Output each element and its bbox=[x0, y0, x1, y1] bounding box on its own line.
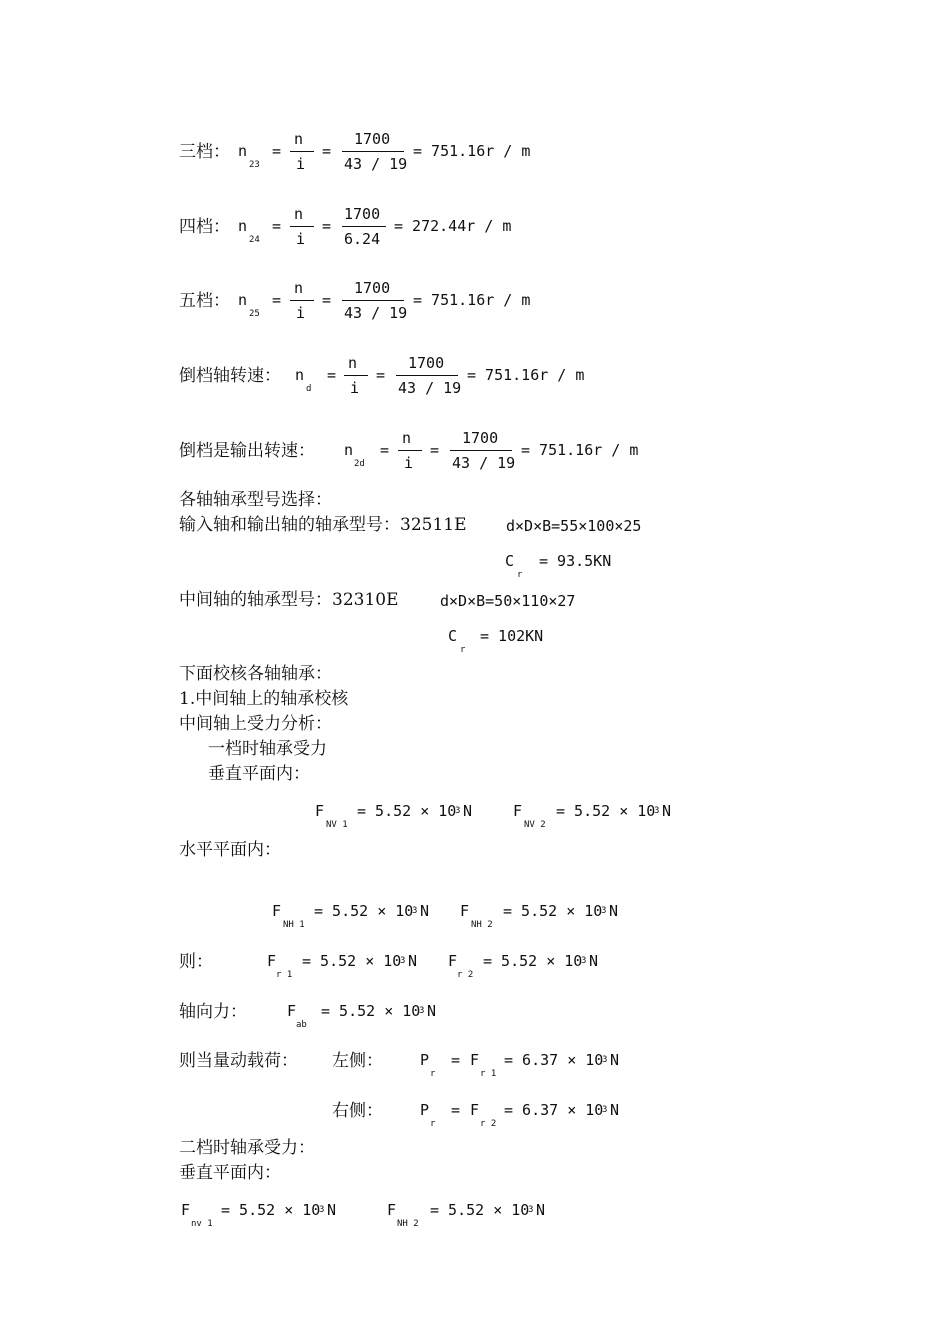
force-exponent: 3 bbox=[400, 956, 406, 966]
force-subscript: NH 2 bbox=[397, 1219, 419, 1229]
force-unit: N bbox=[420, 902, 430, 920]
force-symbol: F bbox=[387, 1201, 397, 1219]
force-value: = 5.52 × 10 bbox=[556, 802, 656, 820]
fraction-bar bbox=[342, 300, 404, 301]
force-analysis-heading: 中间轴上受力分析： bbox=[179, 714, 332, 734]
gear2-heading: 二档时轴承受力： bbox=[179, 1138, 315, 1158]
fraction-numerator: n bbox=[348, 354, 358, 372]
force-unit: N bbox=[536, 1201, 546, 1219]
speed-label: 五档： bbox=[179, 291, 230, 311]
fraction-denominator: i bbox=[296, 230, 306, 248]
bearing-middle-dimensions: d×D×B=50×110×27 bbox=[440, 592, 576, 610]
force-value: = 5.52 × 10 bbox=[314, 902, 414, 920]
force-unit: N bbox=[463, 802, 473, 820]
force-symbol: F bbox=[267, 952, 277, 970]
equals-sign: = bbox=[430, 441, 440, 459]
force-unit: N bbox=[609, 902, 619, 920]
force-value: = 5.52 × 10 bbox=[503, 902, 603, 920]
load-unit: N bbox=[610, 1101, 620, 1119]
speed-result: = 751.16r / m bbox=[413, 142, 531, 160]
force-exponent: 3 bbox=[419, 1006, 425, 1016]
right-side-label: 右侧： bbox=[332, 1101, 383, 1121]
value-denominator: 43 / 19 bbox=[344, 304, 408, 322]
value-numerator: 1700 bbox=[354, 279, 391, 297]
speed-subscript: 24 bbox=[249, 235, 260, 245]
force-value: = 5.52 × 10 bbox=[321, 1002, 421, 1020]
force-value: = 5.52 × 10 bbox=[483, 952, 583, 970]
cr-symbol: C bbox=[505, 552, 515, 570]
speed-symbol: n bbox=[238, 142, 248, 160]
force-unit: N bbox=[589, 952, 599, 970]
equals-sign: = bbox=[272, 291, 282, 309]
force-value: = 5.52 × 10 bbox=[221, 1201, 321, 1219]
check-title: 下面校核各轴轴承： bbox=[179, 664, 332, 684]
force-subscript: NH 2 bbox=[471, 920, 493, 930]
value-denominator: 43 / 19 bbox=[398, 379, 462, 397]
value-denominator: 43 / 19 bbox=[344, 155, 408, 173]
cr-value: = 102KN bbox=[480, 627, 544, 645]
equals-sign: = bbox=[380, 441, 390, 459]
value-numerator: 1700 bbox=[354, 130, 391, 148]
cr-subscript: r bbox=[460, 645, 466, 655]
bearing-input-output: 输入轴和输出轴的轴承型号：32511E bbox=[179, 515, 467, 535]
value-denominator: 43 / 19 bbox=[452, 454, 516, 472]
fraction-numerator: n bbox=[294, 130, 304, 148]
cr-symbol: C bbox=[448, 627, 458, 645]
fraction-bar bbox=[396, 375, 458, 376]
fraction-bar bbox=[290, 300, 314, 301]
load-exponent: 3 bbox=[602, 1055, 608, 1065]
speed-result: = 751.16r / m bbox=[521, 441, 639, 459]
bearing-input-dimensions: d×D×B=55×100×25 bbox=[506, 517, 642, 535]
speed-symbol: n bbox=[344, 441, 354, 459]
speed-label: 四档： bbox=[179, 217, 230, 237]
fraction-bar bbox=[342, 226, 386, 227]
equals-sign: = bbox=[322, 291, 332, 309]
fraction-bar bbox=[398, 450, 422, 451]
bearing-title: 各轴轴承型号选择： bbox=[179, 490, 332, 510]
speed-symbol: n bbox=[238, 291, 248, 309]
speed-result: = 751.16r / m bbox=[413, 291, 531, 309]
load-unit: N bbox=[610, 1051, 620, 1069]
fraction-numerator: n bbox=[294, 279, 304, 297]
fraction-bar bbox=[342, 151, 404, 152]
force-symbol: F bbox=[448, 952, 458, 970]
speed-label: 三档： bbox=[179, 142, 230, 162]
force-symbol: F bbox=[315, 802, 325, 820]
force-symbol: F bbox=[287, 1002, 297, 1020]
speed-label: 倒档轴转速： bbox=[179, 366, 281, 386]
value-numerator: 1700 bbox=[462, 429, 499, 447]
fraction-numerator: n bbox=[402, 429, 412, 447]
value-numerator: 1700 bbox=[344, 205, 381, 223]
equals-sign: = bbox=[322, 217, 332, 235]
fraction-numerator: n bbox=[294, 205, 304, 223]
force-unit: N bbox=[662, 802, 672, 820]
speed-label: 倒档是输出转速： bbox=[179, 441, 315, 461]
cr-value: = 93.5KN bbox=[539, 552, 612, 570]
fraction-denominator: i bbox=[296, 155, 306, 173]
force-subscript: NV 2 bbox=[524, 820, 546, 830]
force-symbol: F bbox=[272, 902, 282, 920]
force-unit: N bbox=[427, 1002, 437, 1020]
value-numerator: 1700 bbox=[408, 354, 445, 372]
speed-result: = 751.16r / m bbox=[467, 366, 585, 384]
speed-symbol: n bbox=[238, 217, 248, 235]
load-value: = 6.37 × 10 bbox=[504, 1051, 604, 1069]
bearing-middle: 中间轴的轴承型号：32310E bbox=[179, 590, 399, 610]
fraction-bar bbox=[290, 151, 314, 152]
force-symbol: F bbox=[460, 902, 470, 920]
fraction-denominator: i bbox=[404, 454, 414, 472]
equivalent-load-label: 则当量动载荷： bbox=[179, 1051, 298, 1071]
force-unit: N bbox=[327, 1201, 337, 1219]
force-exponent: 3 bbox=[412, 906, 418, 916]
load-value: = 6.37 × 10 bbox=[504, 1101, 604, 1119]
speed-subscript: 25 bbox=[249, 309, 260, 319]
force-exponent: 3 bbox=[654, 806, 660, 816]
force-value: = 5.52 × 10 bbox=[430, 1201, 530, 1219]
vertical-plane-heading-2: 垂直平面内： bbox=[179, 1163, 281, 1183]
force-value: = 5.52 × 10 bbox=[357, 802, 457, 820]
force-exponent: 3 bbox=[601, 906, 607, 916]
force-subscript: nv 1 bbox=[191, 1219, 213, 1229]
force-exponent: 3 bbox=[319, 1205, 325, 1215]
load-symbol: P bbox=[420, 1051, 430, 1069]
load-symbol: P bbox=[420, 1101, 430, 1119]
force-exponent: 3 bbox=[581, 956, 587, 966]
speed-subscript: 23 bbox=[249, 160, 260, 170]
force-subscript: ab bbox=[296, 1020, 307, 1030]
equals-sign: = bbox=[322, 142, 332, 160]
speed-subscript: 2d bbox=[354, 459, 365, 469]
axial-force-label: 轴向力： bbox=[179, 1002, 247, 1022]
force-exponent: 3 bbox=[528, 1205, 534, 1215]
load-exponent: 3 bbox=[602, 1105, 608, 1115]
force-subscript: NV 1 bbox=[326, 820, 348, 830]
horizontal-plane-heading: 水平平面内： bbox=[179, 840, 281, 860]
value-denominator: 6.24 bbox=[344, 230, 381, 248]
force-subscript: r 1 bbox=[276, 970, 293, 980]
force-subscript: r 2 bbox=[457, 970, 474, 980]
equals-sign: = bbox=[272, 142, 282, 160]
load-subscript: r bbox=[430, 1069, 436, 1079]
equals-sign: = bbox=[272, 217, 282, 235]
equals-sign: = bbox=[327, 366, 337, 384]
left-side-label: 左侧： bbox=[332, 1051, 383, 1071]
force-unit: N bbox=[408, 952, 418, 970]
force-subscript: r 2 bbox=[480, 1119, 497, 1129]
force-symbol: F bbox=[181, 1201, 191, 1219]
equals-sign: = bbox=[451, 1101, 461, 1119]
gear1-heading: 一档时轴承受力 bbox=[208, 739, 327, 759]
force-exponent: 3 bbox=[455, 806, 461, 816]
force-symbol: F bbox=[513, 802, 523, 820]
load-subscript: r bbox=[430, 1119, 436, 1129]
speed-symbol: n bbox=[295, 366, 305, 384]
speed-subscript: d bbox=[306, 384, 312, 394]
force-subscript: r 1 bbox=[480, 1069, 497, 1079]
fraction-bar bbox=[290, 226, 314, 227]
fraction-denominator: i bbox=[296, 304, 306, 322]
force-symbol: F bbox=[470, 1101, 480, 1119]
force-value: = 5.52 × 10 bbox=[302, 952, 402, 970]
vertical-plane-heading: 垂直平面内： bbox=[208, 764, 310, 784]
cr-subscript: r bbox=[517, 570, 523, 580]
check-section-1: 1.中间轴上的轴承校核 bbox=[179, 689, 349, 709]
equals-sign: = bbox=[451, 1051, 461, 1069]
fraction-bar bbox=[450, 450, 512, 451]
then-label: 则： bbox=[179, 952, 213, 972]
equals-sign: = bbox=[376, 366, 386, 384]
force-subscript: NH 1 bbox=[283, 920, 305, 930]
fraction-bar bbox=[344, 375, 368, 376]
force-symbol: F bbox=[470, 1051, 480, 1069]
fraction-denominator: i bbox=[350, 379, 360, 397]
speed-result: = 272.44r / m bbox=[394, 217, 512, 235]
